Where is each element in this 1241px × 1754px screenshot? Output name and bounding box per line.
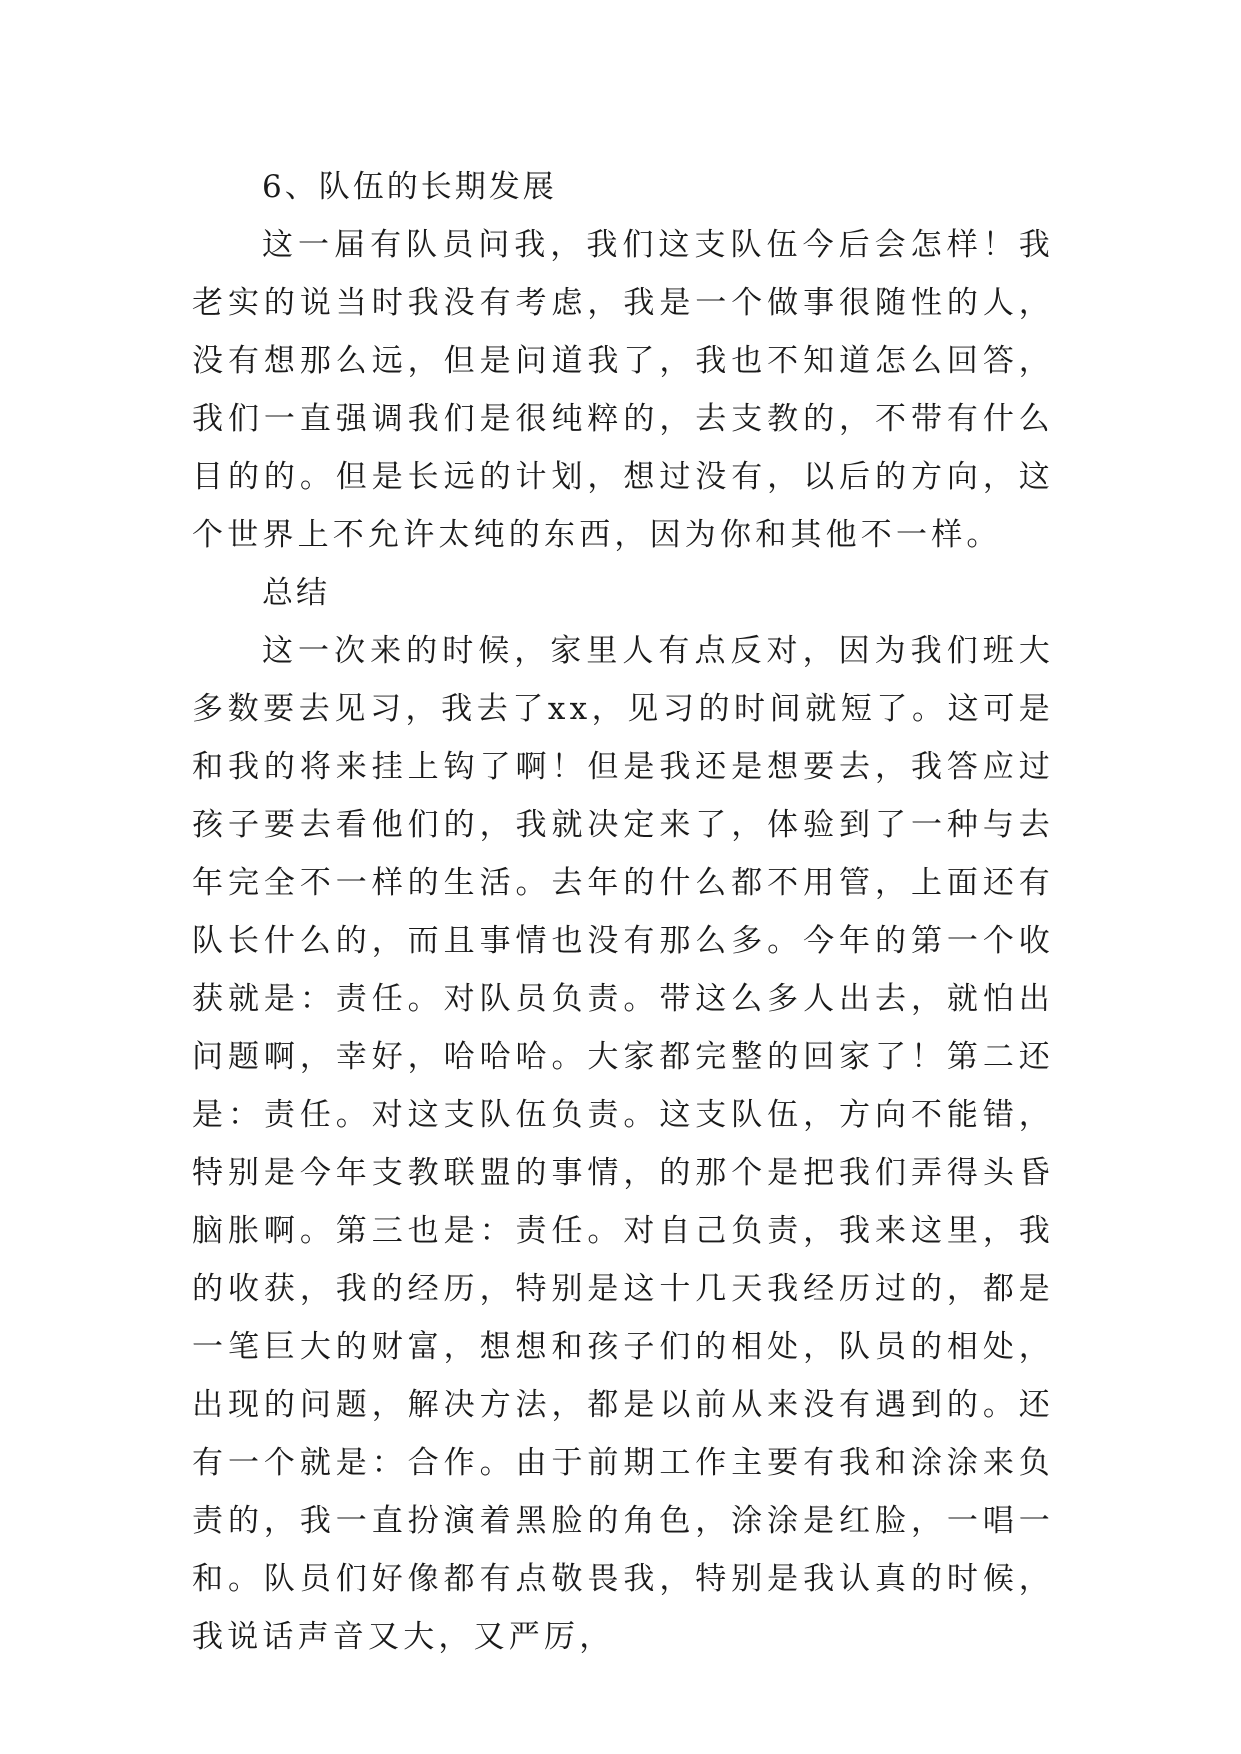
section-heading-summary: 总结 xyxy=(262,575,330,611)
document-body xyxy=(192,158,1054,1666)
paragraph-long-term-development: 这一届有队员问我，我们这支队伍今后会怎样！我老实的说当时我没有考虑，我是一个做事很随性的人，没有想那么远，但是问道我了，我也不知道怎么回答，我们一直强调我们是很纯粹的，去支教的，不带有什么目的的。但是长远的计划，想过没有，以后的方向，这个世界上不允许太纯的东西，因为你和其他不一样。 xyxy=(192,227,1054,553)
section-heading-long-term-development: 6、队伍的长期发展 xyxy=(262,169,557,205)
paragraph-summary: 这一次来的时候，家里人有点反对，因为我们班大多数要去见习，我去了xx，见习的时间就短了。这可是和我的将来挂上钩了啊！但是我还是想要去，我答应过孩子要去看他们的，我就决定来了，体验到了一种与去年完全不一样的生活。去年的什么都不用管，上面还有队长什么的，而且事情也没有那么多。今年的第一个收获就是：责任。对队员负责。带这么多人出去，就怕出问题啊，幸好，哈哈哈。大家都完整的回家了！第二还是：责任。对这支队伍负责。这支队伍，方向不能错，特别是今年支教联盟的事情，的那个是把我们弄得头昏脑胀啊。第三也是：责任。对自己负责，我来这里，我的收获，我的经历，特别是这十几天我经历过的，都是一笔巨大的财富，想想和孩子们的相处，队员的相处，出现的问题，解决方法，都是以前从来没有遇到的。还有一个就是：合作。由于前期工作主要有我和涂涂来负责的，我一直扮演着黑脸的角色，涂涂是红脸，一唱一和。队员们好像都有点敬畏我，特别是我认真的时候，我说话声音又大，又严厉， xyxy=(192,633,1054,1655)
